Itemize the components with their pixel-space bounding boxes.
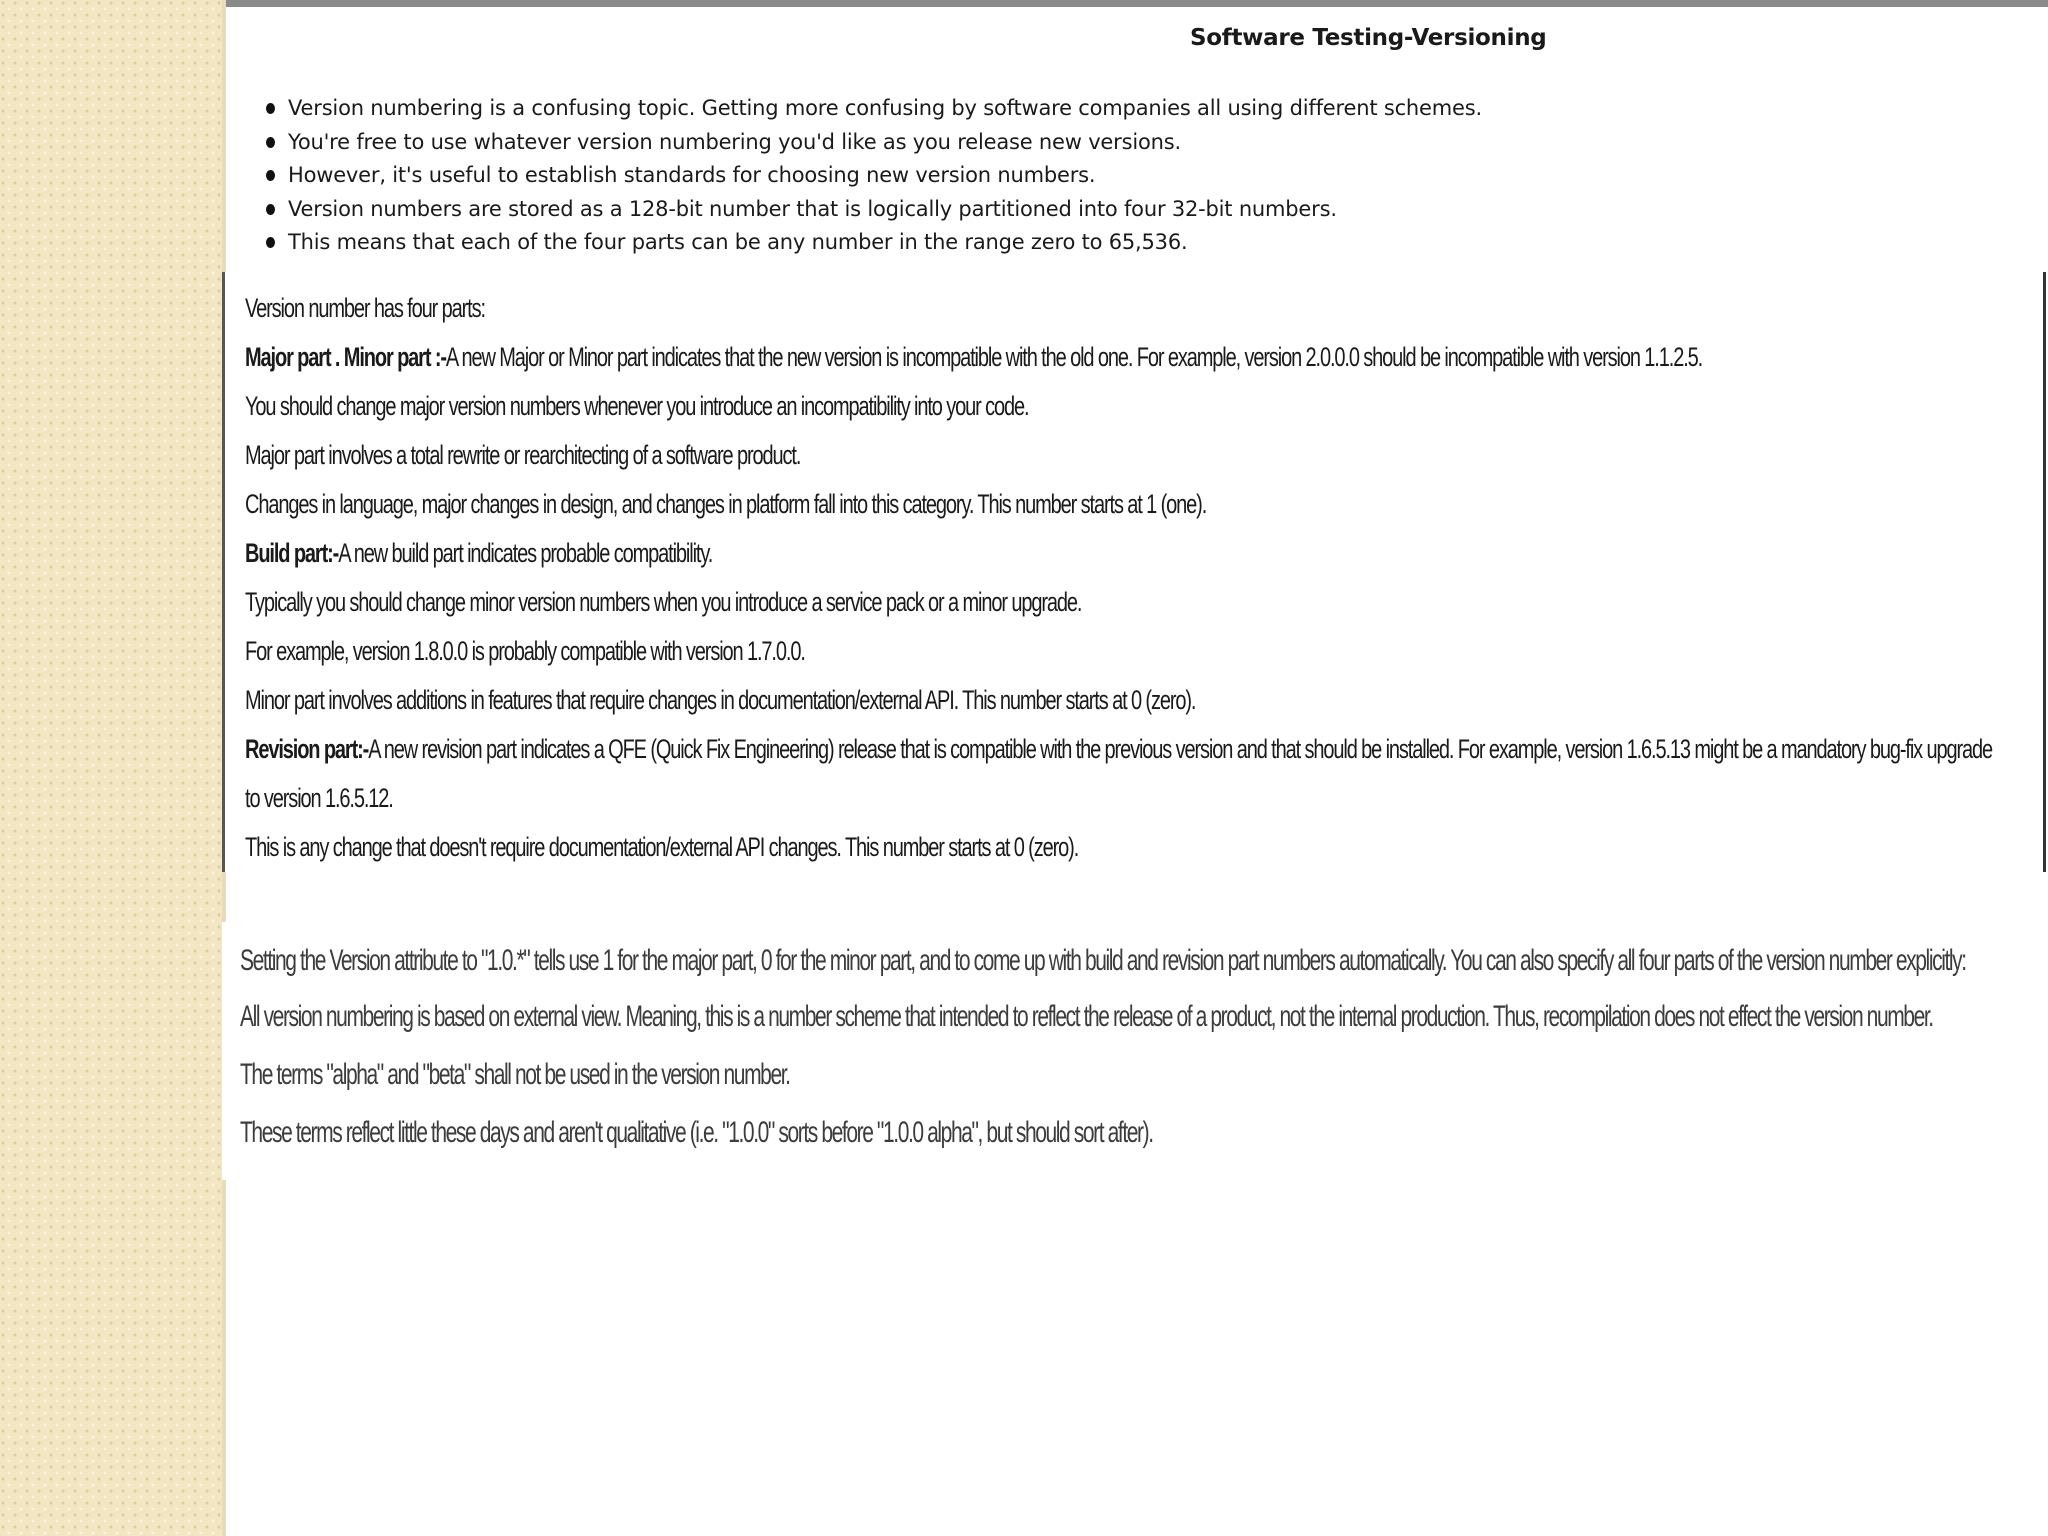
bullet-item bbox=[266, 126, 1482, 160]
version-parts-panel bbox=[222, 272, 2046, 872]
panel-intro: Version number has four parts: bbox=[245, 293, 485, 323]
bullet-text: This means that each of the four parts can be any number in the range zero to 65,536. bbox=[288, 230, 1188, 254]
decorative-side-strip bbox=[0, 0, 222, 1536]
major-part-line-2: You should change major version numbers whenever you introduce an incompatibility into your code. bbox=[245, 391, 1029, 421]
major-part-line bbox=[245, 333, 1703, 382]
bullet-item bbox=[266, 92, 1482, 126]
build-part-text: A new build part indicates probable compatibility. bbox=[338, 538, 713, 568]
notes-line: These terms reflect little these days and aren't qualitative (i.e. "1.0.0" sorts before "1.0.0 alpha", but should sort after). bbox=[240, 1116, 1153, 1149]
build-part-label: Build part:- bbox=[245, 538, 339, 568]
major-part-text: A new Major or Minor part indicates that the new version is incompatible with the old one. For example, version 2.0.0.0 should be incompatible with version 1.1.2.5. bbox=[445, 342, 1703, 372]
slide-content bbox=[226, 7, 2048, 1536]
notes-line: Setting the Version attribute to "1.0.*" tells use 1 for the major part, 0 for the minor part, and to come up with build and revision part numbers automatically. You can also specify all four parts of the version number explicitly: bbox=[240, 944, 1966, 977]
revision-part-text: A new revision part indicates a QFE (Quick Fix Engineering) release that is compatible with the previous version and that should be installed. For example, version 1.6.5.13 might be a mandatory bug-fix upgrade bbox=[368, 734, 1993, 764]
bullet-item bbox=[266, 159, 1482, 193]
bullet-text: Version numbers are stored as a 128-bit number that is logically partitioned into four 32-bit numbers. bbox=[288, 196, 1337, 221]
notes-line: All version numbering is based on external view. Meaning, this is a number scheme that intended to reflect the release of a product, not the internal production. Thus, recompilation does not effect the version number. bbox=[240, 1000, 1933, 1033]
build-part-line-4: Minor part involves additions in features that require changes in documentation/external API. This number starts at 0 (zero). bbox=[245, 685, 1196, 715]
notes-line: The terms "alpha" and "beta" shall not be used in the version number. bbox=[240, 1058, 790, 1091]
top-rule bbox=[226, 0, 2048, 7]
revision-part-line-3: This is any change that doesn't require documentation/external API changes. This number starts at 0 (zero). bbox=[245, 832, 1079, 862]
build-part-line bbox=[245, 529, 1577, 578]
bullet-item bbox=[266, 193, 1482, 227]
revision-part-line bbox=[245, 725, 1993, 774]
bullet-dot-icon bbox=[266, 204, 275, 215]
bullet-list bbox=[266, 92, 1482, 260]
version-parts-text bbox=[245, 284, 2045, 872]
bullet-text: Version numbering is a confusing topic. Getting more confusing by software companies all using different schemes. bbox=[288, 96, 1482, 120]
bullet-dot-icon bbox=[266, 237, 275, 248]
revision-part-label: Revision part:- bbox=[245, 734, 369, 764]
bullet-text: You're free to use whatever version numbering you'd like as you release new versions. bbox=[288, 129, 1181, 154]
versioning-notes-block bbox=[222, 922, 2042, 1180]
major-part-line-3: Major part involves a total rewrite or rearchitecting of a software product. bbox=[245, 440, 801, 470]
build-part-line-2: Typically you should change minor version numbers when you introduce a service pack or a minor upgrade. bbox=[245, 587, 1082, 617]
bullet-dot-icon bbox=[266, 170, 275, 181]
major-part-label: Major part . Minor part :- bbox=[245, 342, 446, 372]
bullet-item bbox=[266, 226, 1482, 260]
revision-part-line-2: to version 1.6.5.12. bbox=[245, 783, 393, 813]
versioning-notes-text bbox=[240, 932, 2048, 1162]
build-part-line-3: For example, version 1.8.0.0 is probably compatible with version 1.7.0.0. bbox=[245, 636, 805, 666]
slide-title: Software Testing-Versioning bbox=[1190, 25, 1547, 51]
bullet-text: However, it's useful to establish standards for choosing new version numbers. bbox=[288, 163, 1096, 187]
bullet-dot-icon bbox=[266, 137, 275, 148]
bullet-dot-icon bbox=[266, 103, 275, 114]
major-part-line-4: Changes in language, major changes in design, and changes in platform fall into this category. This number starts at 1 (one). bbox=[245, 489, 1207, 519]
